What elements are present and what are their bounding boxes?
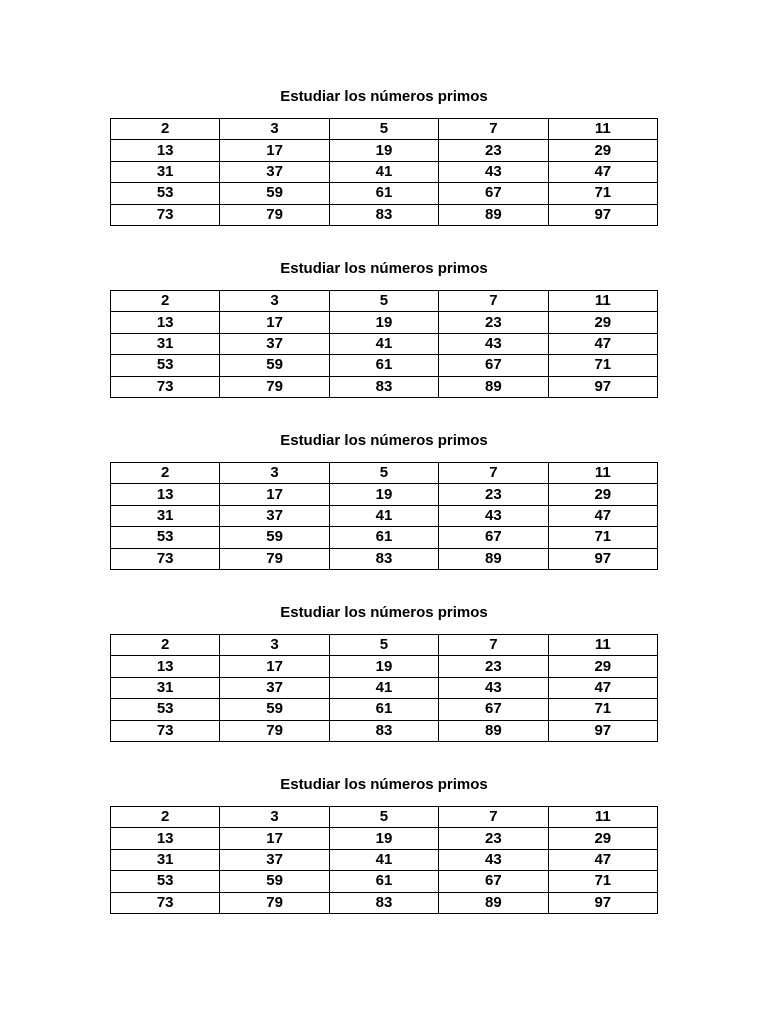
table-cell: 11 [548,807,657,828]
table-cell: 23 [439,656,548,677]
table-cell: 89 [439,204,548,225]
table-cell: 29 [548,312,657,333]
table-cell: 53 [111,527,220,548]
table-row [111,527,658,548]
prime-table-section [110,774,658,946]
prime-table [110,290,658,398]
table-cell: 17 [220,656,329,677]
table-cell: 5 [329,463,438,484]
table-cell: 3 [220,463,329,484]
table-row [111,291,658,312]
table-cell: 7 [439,463,548,484]
table-cell: 19 [329,656,438,677]
table-row [111,871,658,892]
table-row [111,828,658,849]
table-row [111,140,658,161]
table-row [111,699,658,720]
table-cell: 89 [439,376,548,397]
table-row [111,355,658,376]
table-cell: 83 [329,204,438,225]
table-cell: 61 [329,871,438,892]
prime-table-section [110,258,658,430]
table-cell: 5 [329,807,438,828]
table-cell: 41 [329,505,438,526]
section-title: Estudiar los números primos [280,776,488,793]
table-cell: 41 [329,161,438,182]
table-cell: 43 [439,333,548,354]
table-cell: 73 [111,720,220,741]
table-cell: 5 [329,119,438,140]
table-cell: 59 [220,183,329,204]
table-cell: 47 [548,677,657,698]
table-cell: 2 [111,463,220,484]
table-cell: 47 [548,849,657,870]
table-cell: 31 [111,505,220,526]
prime-table [110,806,658,914]
table-row [111,849,658,870]
table-cell: 97 [548,892,657,913]
table-cell: 23 [439,484,548,505]
table-cell: 73 [111,892,220,913]
table-row [111,720,658,741]
table-cell: 43 [439,505,548,526]
table-cell: 47 [548,161,657,182]
table-cell: 19 [329,312,438,333]
table-cell: 97 [548,204,657,225]
table-cell: 67 [439,871,548,892]
table-cell: 79 [220,204,329,225]
table-cell: 37 [220,849,329,870]
table-cell: 79 [220,548,329,569]
table-cell: 71 [548,183,657,204]
table-cell: 23 [439,828,548,849]
table-row [111,204,658,225]
table-cell: 7 [439,807,548,828]
table-cell: 97 [548,548,657,569]
table-cell: 3 [220,807,329,828]
table-cell: 41 [329,333,438,354]
table-cell: 7 [439,291,548,312]
table-cell: 31 [111,677,220,698]
table-cell: 13 [111,656,220,677]
table-cell: 2 [111,807,220,828]
table-cell: 3 [220,635,329,656]
table-cell: 17 [220,140,329,161]
table-cell: 11 [548,635,657,656]
table-cell: 23 [439,312,548,333]
table-cell: 29 [548,828,657,849]
table-cell: 83 [329,892,438,913]
table-cell: 59 [220,699,329,720]
table-cell: 79 [220,892,329,913]
table-cell: 29 [548,656,657,677]
table-cell: 67 [439,183,548,204]
table-row [111,548,658,569]
table-cell: 17 [220,484,329,505]
table-cell: 5 [329,291,438,312]
table-cell: 29 [548,140,657,161]
table-row [111,505,658,526]
table-cell: 19 [329,140,438,161]
table-row [111,183,658,204]
document-page [110,86,658,946]
table-cell: 73 [111,548,220,569]
table-cell: 29 [548,484,657,505]
table-row [111,161,658,182]
table-row [111,376,658,397]
table-cell: 23 [439,140,548,161]
section-title: Estudiar los números primos [280,604,488,621]
table-cell: 2 [111,291,220,312]
table-cell: 53 [111,699,220,720]
table-cell: 67 [439,527,548,548]
table-row [111,656,658,677]
table-cell: 61 [329,355,438,376]
table-row [111,463,658,484]
table-cell: 83 [329,548,438,569]
table-cell: 53 [111,871,220,892]
table-cell: 59 [220,527,329,548]
table-row [111,484,658,505]
table-cell: 71 [548,871,657,892]
table-cell: 37 [220,505,329,526]
table-cell: 13 [111,828,220,849]
table-cell: 71 [548,355,657,376]
table-cell: 3 [220,119,329,140]
table-row [111,892,658,913]
table-cell: 37 [220,677,329,698]
table-cell: 83 [329,376,438,397]
table-row [111,312,658,333]
table-cell: 37 [220,333,329,354]
table-cell: 11 [548,463,657,484]
table-cell: 41 [329,849,438,870]
table-cell: 3 [220,291,329,312]
table-cell: 2 [111,119,220,140]
table-cell: 13 [111,140,220,161]
table-cell: 89 [439,892,548,913]
table-cell: 19 [329,828,438,849]
table-row [111,635,658,656]
table-cell: 79 [220,720,329,741]
table-row [111,333,658,354]
table-cell: 83 [329,720,438,741]
table-cell: 31 [111,849,220,870]
prime-table [110,462,658,570]
table-cell: 11 [548,291,657,312]
table-cell: 71 [548,699,657,720]
table-cell: 59 [220,355,329,376]
table-cell: 13 [111,484,220,505]
table-cell: 31 [111,161,220,182]
table-cell: 73 [111,204,220,225]
prime-table [110,118,658,226]
table-cell: 13 [111,312,220,333]
section-title: Estudiar los números primos [280,432,488,449]
table-cell: 11 [548,119,657,140]
table-cell: 89 [439,720,548,741]
table-cell: 61 [329,699,438,720]
section-title: Estudiar los números primos [280,260,488,277]
table-cell: 47 [548,333,657,354]
table-cell: 61 [329,527,438,548]
table-cell: 37 [220,161,329,182]
prime-table-section [110,602,658,774]
table-cell: 7 [439,635,548,656]
table-cell: 67 [439,699,548,720]
table-cell: 59 [220,871,329,892]
table-cell: 67 [439,355,548,376]
table-cell: 2 [111,635,220,656]
table-cell: 47 [548,505,657,526]
table-cell: 53 [111,355,220,376]
table-cell: 97 [548,376,657,397]
table-row [111,807,658,828]
table-cell: 53 [111,183,220,204]
table-cell: 89 [439,548,548,569]
table-cell: 19 [329,484,438,505]
table-row [111,677,658,698]
table-cell: 43 [439,161,548,182]
prime-table-section [110,430,658,602]
table-cell: 79 [220,376,329,397]
table-cell: 41 [329,677,438,698]
table-cell: 5 [329,635,438,656]
prime-table [110,634,658,742]
table-cell: 17 [220,312,329,333]
section-title: Estudiar los números primos [280,88,488,105]
table-cell: 17 [220,828,329,849]
table-cell: 73 [111,376,220,397]
table-cell: 43 [439,849,548,870]
table-cell: 31 [111,333,220,354]
table-cell: 43 [439,677,548,698]
table-cell: 71 [548,527,657,548]
table-cell: 97 [548,720,657,741]
table-cell: 61 [329,183,438,204]
table-row [111,119,658,140]
prime-table-section [110,86,658,258]
table-cell: 7 [439,119,548,140]
